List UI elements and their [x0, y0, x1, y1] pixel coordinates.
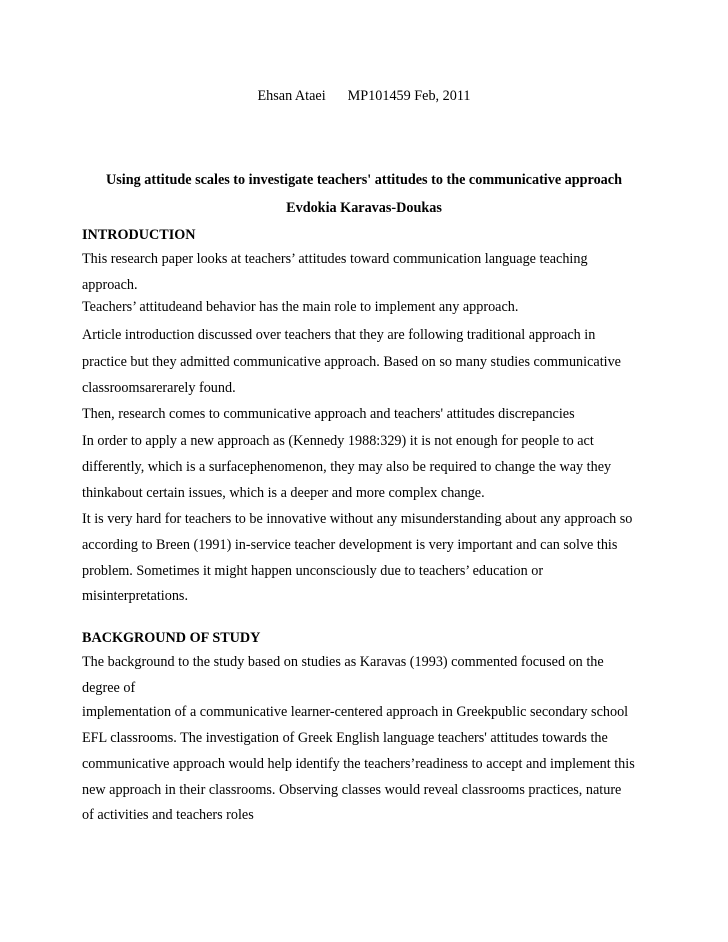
- paragraph-line: problem. Sometimes it might happen unconsciously due to teachers’ education or: [82, 563, 544, 579]
- paragraph-line: classroomsarerarely found.: [82, 380, 236, 396]
- paragraph-line: thinkabout certain issues, which is a deeper and more complex change.: [82, 485, 485, 501]
- paragraph-line: Then, research comes to communicative approach and teachers' attitudes discrepancies: [82, 406, 575, 422]
- background-heading: BACKGROUND OF STUDY: [82, 630, 261, 646]
- paragraph-line: of activities and teachers roles: [82, 807, 254, 823]
- paragraph-line: EFL classrooms. The investigation of Greek English language teachers' attitudes towards the: [82, 730, 608, 746]
- paragraph-line: communicative approach would help identify the teachers’readiness to accept and implement this: [82, 756, 635, 772]
- introduction-heading: INTRODUCTION: [82, 227, 196, 243]
- paragraph-line: The background to the study based on studies as Karavas (1993) commented focused on the: [82, 654, 604, 670]
- paragraph-line: degree of: [82, 680, 136, 696]
- paragraph-line: implementation of a communicative learner-centered approach in Greekpublic secondary school: [82, 704, 629, 720]
- paper-author: Evdokia Karavas-Doukas: [286, 200, 442, 216]
- paragraph-line: approach.: [82, 277, 138, 293]
- paragraph-line: according to Breen (1991) in-service teacher development is very important and can solve this: [82, 537, 618, 553]
- header-id-date: MP101459 Feb, 2011: [347, 88, 471, 104]
- paragraph-line: practice but they admitted communicative approach. Based on so many studies communicative: [82, 354, 621, 370]
- paragraph-line: differently, which is a surfacephenomenon, they may also be required to change the way they: [82, 459, 612, 475]
- document-header: [0, 88, 728, 105]
- paper-title: Using attitude scales to investigate teachers' attitudes to the communicative approach: [106, 172, 622, 188]
- paragraph-line: In order to apply a new approach as (Kennedy 1988:329) it is not enough for people to act: [82, 433, 594, 449]
- header-author: Ehsan Ataei: [257, 88, 326, 104]
- paragraph-line: This research paper looks at teachers’ attitudes toward communication language teaching: [82, 251, 588, 267]
- paragraph-line: new approach in their classrooms. Observing classes would reveal classrooms practices, nature: [82, 782, 622, 798]
- paragraph-line: misinterpretations.: [82, 588, 188, 604]
- paragraph-line: It is very hard for teachers to be innovative without any misunderstanding about any approach so: [82, 511, 633, 527]
- paragraph-line: Teachers’ attitudeand behavior has the main role to implement any approach.: [82, 299, 519, 315]
- paragraph-line: Article introduction discussed over teachers that they are following traditional approach in: [82, 327, 596, 343]
